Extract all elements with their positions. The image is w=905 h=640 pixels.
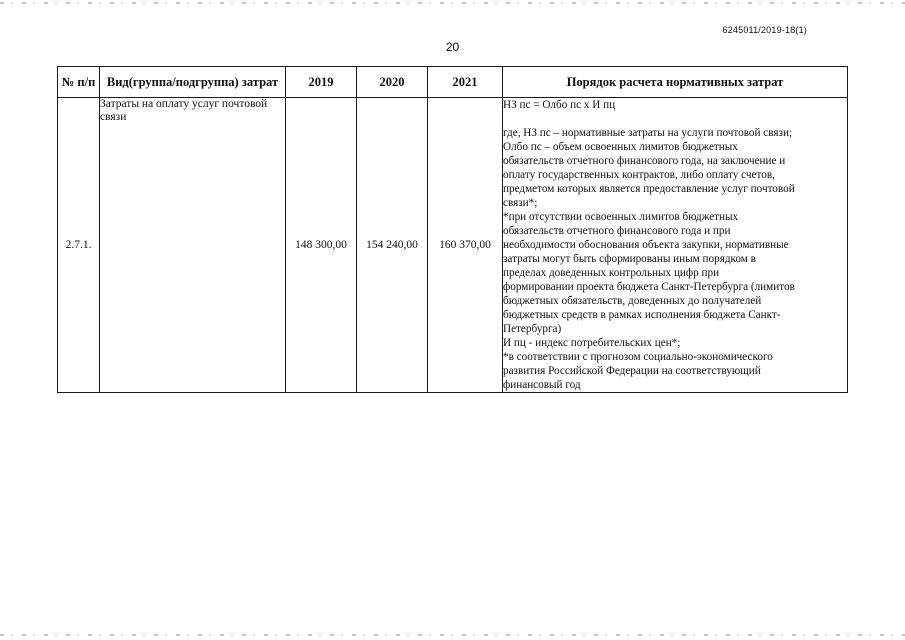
table-header-row: [58, 67, 848, 98]
calc-line: связи*;: [503, 197, 538, 209]
calc-formula: НЗ пс = Олбо пс х И пц: [503, 99, 616, 111]
header-year-2020: 2020: [357, 67, 428, 98]
calc-line: развития Российской Федерации на соответствующий: [503, 365, 761, 377]
calc-line: оплату государственных контрактов, либо оплату счетов,: [503, 169, 775, 181]
calc-line: где, НЗ пс – нормативные затраты на услуги почтовой связи;: [503, 127, 793, 139]
page-number: 20: [445, 40, 460, 54]
calc-line: финансовый год: [503, 379, 581, 391]
table-row: [58, 98, 848, 393]
row-value-2020: 154 240,00: [357, 98, 428, 393]
header-year-2019: 2019: [286, 67, 357, 98]
calc-line: Петербурга): [503, 323, 562, 335]
scan-edge-top: [0, 2, 905, 4]
calc-line: Олбо пс – объем освоенных лимитов бюджетных: [503, 141, 738, 153]
calc-line: бюджетных средств в рамках исполнения бюджета Санкт-: [503, 309, 781, 321]
calc-line: предметом которых является предоставление услуг почтовой: [503, 183, 795, 195]
calc-line: И пц - индекс потребительских цен*;: [503, 337, 681, 349]
row-calculation-order: [503, 98, 848, 393]
calc-line: затраты могут быть сформированы иным порядком в: [503, 253, 756, 265]
row-value-2021: 160 370,00: [428, 98, 503, 393]
row-number: 2.7.1.: [58, 98, 100, 393]
header-calculation-order: Порядок расчета нормативных затрат: [503, 67, 848, 98]
document-code: 6245011/2019-18(1): [722, 25, 807, 35]
calc-line: *при отсутствии освоенных лимитов бюджетных: [503, 211, 739, 223]
header-year-2021: 2021: [428, 67, 503, 98]
row-cost-kind: Затраты на оплату услуг почтовой связи: [100, 98, 286, 393]
row-value-2019: 148 300,00: [286, 98, 357, 393]
scan-edge-bottom: [0, 634, 905, 636]
calc-line: необходимости обоснования объекта закупки, нормативные: [503, 239, 789, 251]
calc-line: обязательств отчетного финансового года и при: [503, 225, 731, 237]
calc-line: бюджетных обязательств, доведенных до получателей: [503, 295, 762, 307]
calc-line: пределах доведенных контрольных цифр при: [503, 267, 720, 279]
calc-line: обязательств отчетного финансового года, на заключение и: [503, 155, 786, 167]
calc-line: формировании проекта бюджета Санкт-Петербурга (лимитов: [503, 281, 795, 293]
calc-line: *в соответствии с прогнозом социально-экономического: [503, 351, 773, 363]
header-cost-kind: Вид(группа/подгруппа) затрат: [100, 67, 286, 98]
calc-spacer: [503, 112, 847, 126]
header-number: № п/п: [58, 67, 100, 98]
normative-costs-table: [57, 66, 848, 393]
